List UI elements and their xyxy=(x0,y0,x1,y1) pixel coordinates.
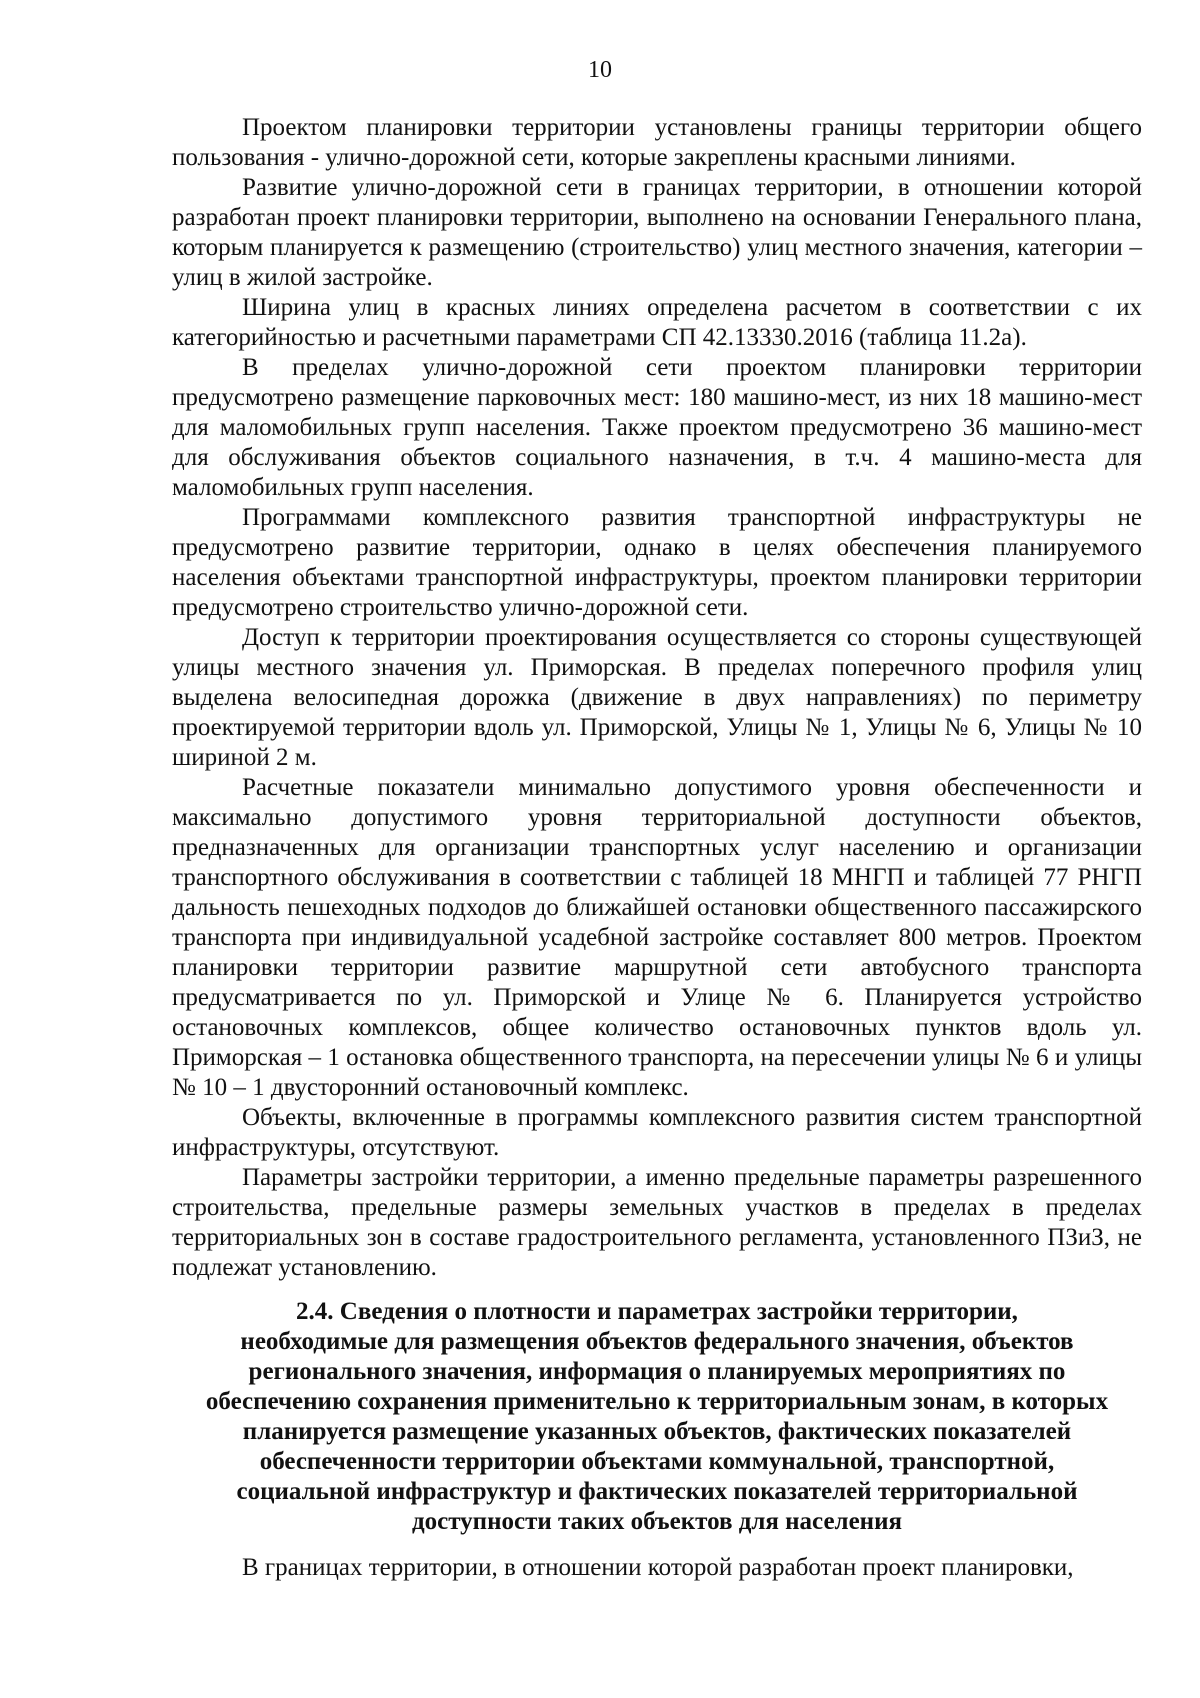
document-body xyxy=(172,113,1142,1583)
paragraph: Программами комплексного развития транспортной инфраструктуры не предусмотрено развитие территории, однако в целях обеспечения планируемого населения объектами транспортной инфраструктуры, проектом планировки территории предусмотрено строительство улично-дорожной сети. xyxy=(172,504,1142,621)
section-heading-line: регионального значения, информация о планируемых мероприятиях по xyxy=(248,1358,1066,1385)
section-heading-line: необходимые для размещения объектов федерального значения, объектов xyxy=(240,1328,1074,1355)
section-heading-line: социальной инфраструктур и фактических показателей территориальной xyxy=(236,1478,1078,1505)
paragraph: Доступ к территории проектирования осуществляется со стороны существующей улицы местного значения ул. Приморская. В пределах поперечного профиля улиц выделена велосипедная дорожка (движение в двух направлениях) по периметру проектируемой территории вдоль ул. Приморской, Улицы № 1, Улицы № 6, Улицы № 10 шириной 2 м. xyxy=(172,624,1142,771)
page-number: 10 xyxy=(588,57,612,83)
paragraph: Параметры застройки территории, а именно предельные параметры разрешенного строительства, предельные размеры земельных участков в пределах в пределах территориальных зон в составе градостроительного регламента, установленного ПЗиЗ, не подлежат установлению. xyxy=(172,1164,1142,1281)
paragraph: Развитие улично-дорожной сети в границах территории, в отношении которой разработан проект планировки территории, выполнено на основании Генерального плана, которым планируется к размещению (строительство) улиц местного значения, категории – улиц в жилой застройке. xyxy=(172,174,1142,291)
paragraph: Расчетные показатели минимально допустимого уровня обеспеченности и максимально допустимого уровня территориальной доступности объектов, предназначенных для организации транспортных услуг населению и организации транспортного обслуживания в соответствии с таблицей 18 МНГП и таблицей 77 РНГП дальность пешеходных подходов до ближайшей остановки общественного пассажирского транспорта при индивидуальной усадебной застройке составляет 800 метров. Проектом планировки территории развитие маршрутной сети автобусного транспорта предусматривается по ул. Приморской и Улице № 6. Планируется устройство остановочных комплексов, общее количество остановочных пунктов вдоль ул. Приморская – 1 остановка общественного транспорта, на пересечении улицы № 6 и улицы № 10 – 1 двусторонний остановочный комплекс. xyxy=(172,774,1142,1101)
section-heading-line: 2.4. Сведения о плотности и параметрах застройки территории, xyxy=(296,1298,1018,1325)
section-heading-line: планируется размещение указанных объектов, фактических показателей xyxy=(242,1418,1072,1445)
paragraph: Проектом планировки территории установлены границы территории общего пользования - улично-дорожной сети, которые закреплены красными линиями. xyxy=(172,114,1142,171)
section-heading xyxy=(172,1297,1142,1537)
paragraph: В пределах улично-дорожной сети проектом планировки территории предусмотрено размещение парковочных мест: 180 машино-мест, из них 18 машино-мест для маломобильных групп населения. Также проектом предусмотрено 36 машино-мест для обслуживания объектов социального назначения, в т.ч. 4 машино-места для маломобильных групп населения. xyxy=(172,354,1142,501)
section-heading-line: обеспечению сохранения применительно к территориальным зонам, в которых xyxy=(205,1388,1109,1415)
section-heading-line: обеспеченности территории объектами коммунальной, транспортной, xyxy=(259,1448,1055,1475)
paragraph: Объекты, включенные в программы комплексного развития систем транспортной инфраструктуры, отсутствуют. xyxy=(172,1104,1142,1161)
paragraph: В границах территории, в отношении которой разработан проект планировки, xyxy=(242,1554,1074,1581)
section-heading-line: доступности таких объектов для населения xyxy=(411,1508,902,1535)
paragraph: Ширина улиц в красных линиях определена расчетом в соответствии с их категорийностью и расчетными параметрами СП 42.13330.2016 (таблица 11.2а). xyxy=(172,294,1142,351)
